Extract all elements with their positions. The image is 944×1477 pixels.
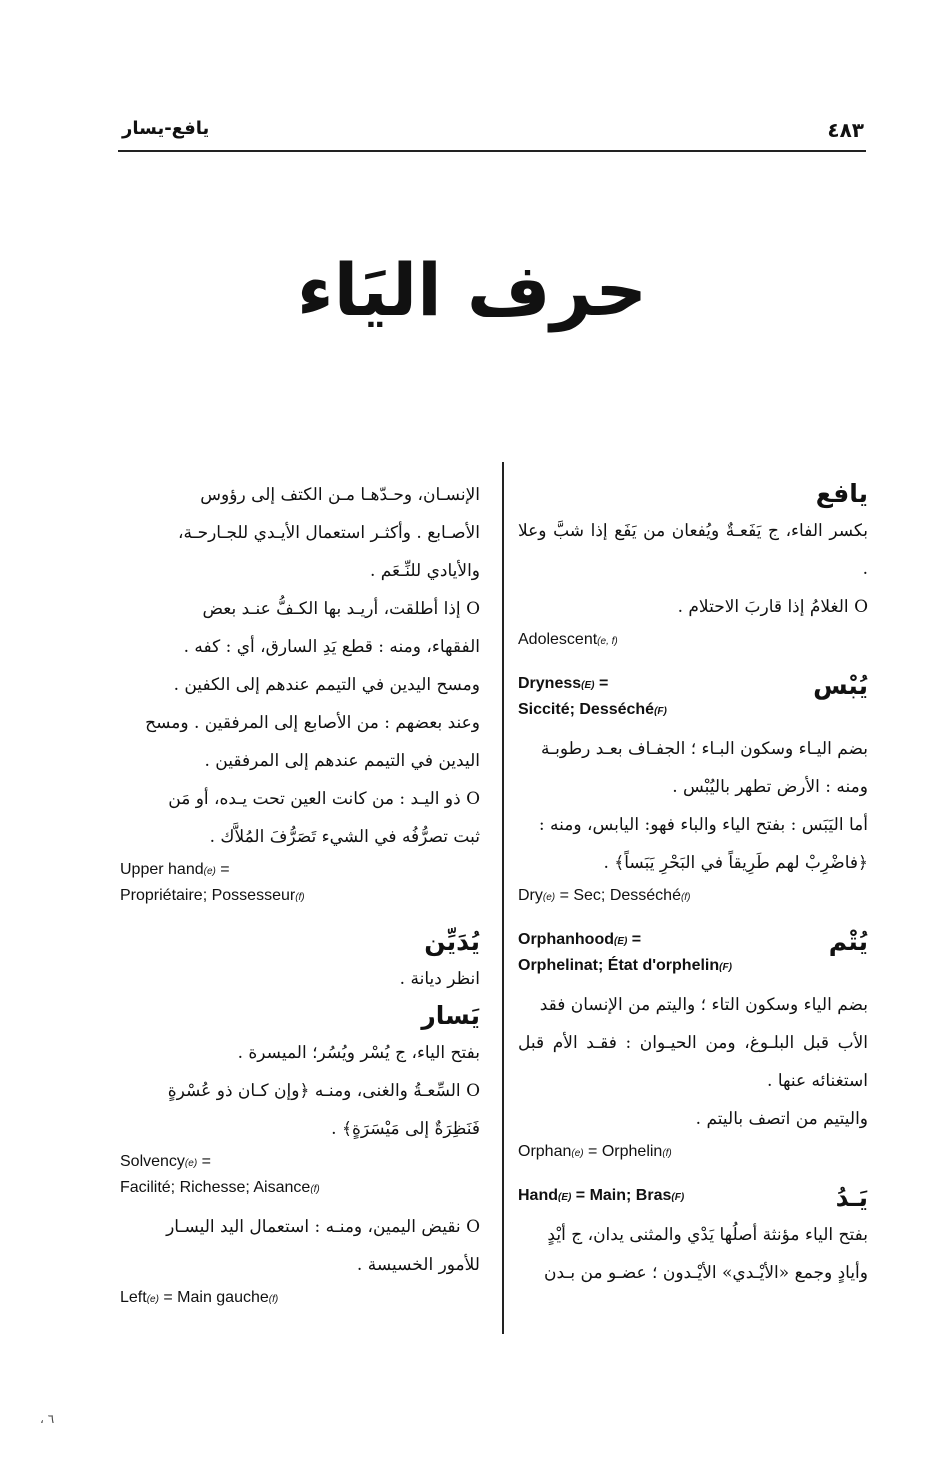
language-tag: (f) (662, 1148, 672, 1159)
definition-line: والأيادي للنِّـعَم . (369, 561, 480, 581)
translation (518, 1184, 684, 1210)
definition-line: O الغلامُ إذا قاربَ الاحتلام . (677, 597, 868, 617)
headword: يُتْم (828, 927, 868, 956)
language-tag: (e) (146, 1294, 159, 1305)
headword: يُبْس (813, 671, 868, 700)
right-column (518, 476, 868, 1292)
language-tag: (e) (571, 1148, 584, 1159)
language-tag: (f) (268, 1294, 279, 1305)
translation (518, 928, 732, 980)
french-term: Propriétaire; Possesseur (120, 887, 296, 904)
definition-line: الفقهاء، ومنه : قطع يَدِ السارق، أي : كفه . (183, 637, 480, 657)
translation-fr: = Main; Bras (571, 1187, 672, 1204)
running-header-title: يافع-يسار (122, 118, 210, 139)
headword: يَسار (421, 1001, 480, 1030)
quran-quote: فَنَظِرَةٌ إلى مَيْسَرَةٍ﴾ . (331, 1119, 480, 1139)
definition-line: بضم اليـاء وسكون البـاء ؛ الجفـاف بعـد رطوبـة (541, 739, 868, 759)
language-tag: (e) (203, 866, 216, 877)
english-term: Solvency (120, 1153, 185, 1170)
language-tag: (F) (719, 962, 732, 973)
language-tag: (E) (581, 680, 595, 691)
translation-en: Hand (518, 1187, 558, 1204)
definition-line: ومنه : الأرض تطهر باليُبْس . (672, 777, 868, 797)
translation (518, 672, 667, 724)
french-term: = Sec; Desséché (555, 887, 681, 904)
language-tag: (f) (310, 1184, 320, 1195)
translation-en: Dryness (518, 675, 582, 692)
definition-line: ومسح اليدين في التيمم عندهم إلى الكفين . (173, 675, 480, 695)
language-tag: (E) (558, 1192, 572, 1203)
entry-yad-continued (120, 476, 480, 910)
definition-line: انظر ديانة . (399, 969, 480, 989)
equals-sign: = (594, 675, 609, 692)
headword: يافع (815, 479, 868, 508)
translation-fr: Orphelinat; État d'orphelin (518, 957, 720, 974)
language-tag: (e, f) (597, 636, 618, 647)
quran-quote: ﴿فاضْرِبْ لهم طَرِيقاً في البَحْرِ يَبَساً﴾ . (603, 853, 868, 873)
definition-line: O إذا أطلقت، أريـد بها الكـفُّ عنـد بعض (202, 599, 480, 619)
definition-line: وعند بعضهم : من الأصابع إلى المرفقين . ومسح (145, 713, 480, 733)
english-equivalent (518, 1140, 868, 1166)
equals-sign: = (627, 931, 642, 948)
definition-line: أما اليَبَس : بفتح الياء والباء فهو: اليابس، ومنه : (538, 815, 868, 835)
definition-line: واليتيم من اتصف باليتم . (695, 1109, 868, 1129)
entry-yudayyin (120, 924, 480, 998)
english-equivalent (120, 1150, 480, 1202)
english-equivalent (120, 1286, 480, 1312)
language-tag: (e) (542, 892, 556, 903)
definition-line: بفتح الياء، ج يُسْر ويُسُر؛ الميسرة . (237, 1043, 480, 1063)
header-rule (118, 150, 866, 152)
french-term: = Orphelin (583, 1143, 663, 1160)
entry-yasar (120, 998, 480, 1312)
translation-fr: Siccité; Desséché (518, 701, 655, 718)
language-tag: (e) (184, 1158, 198, 1169)
definition-line: بكسر الفاء، ج يَفَعـةٌ ويُفعان من يَفَع إذا شبَّ وعلا . (518, 521, 868, 579)
english-equivalent (518, 628, 868, 654)
english-term: Upper hand (120, 861, 204, 878)
language-tag: (F) (654, 706, 667, 717)
entry-yubs (518, 668, 868, 910)
english-equivalent (518, 884, 868, 910)
entry-yafi (518, 476, 868, 654)
headword: يُدَيِّن (424, 927, 480, 956)
entry-yutm (518, 924, 868, 1166)
language-tag: (F) (671, 1192, 685, 1203)
column-divider (502, 462, 504, 1334)
english-term: Adolescent (518, 631, 598, 648)
definition-line: الأب قبل البلـوغ، ومن الحيـوان : فقـد الأم قبل استغنائه عنها . (518, 1033, 868, 1091)
left-column (120, 476, 480, 1318)
english-term: Left (120, 1289, 147, 1306)
definition-line: بضم الياء وسكون التاء ؛ واليتم من الإنسان فقد (539, 995, 868, 1015)
definition-line: بفتح الياء مؤنثة أصلُها يَدْي والمثنى يدان، ج أيْدٍ (547, 1225, 868, 1245)
definition-line: ثبت تصرُّفُه في الشيء تَصَرُّفَ المُلاَّك . (209, 827, 480, 847)
definition-line: O ذو اليـد : من كانت العين تحت يـده، أو مَن (168, 789, 480, 809)
english-term: Orphan (518, 1143, 572, 1160)
english-term: Dry (518, 887, 543, 904)
chapter-title: حرف اليَاء (296, 248, 648, 332)
translation-en: Orphanhood (518, 931, 614, 948)
equals-sign: = (197, 1153, 211, 1170)
definition-line: O نقيض اليمين، ومنـه : استعمال اليد اليسـار (166, 1217, 480, 1237)
equals-sign: = (215, 861, 230, 878)
language-tag: (f) (295, 892, 305, 903)
french-term: = Main gauche (158, 1289, 269, 1306)
english-equivalent (120, 858, 480, 910)
page-number: ٤٨٣ (827, 118, 864, 142)
definition-line: الأصـابع . وأكثـر استعمال الأيـدي للجـارحـة، (178, 523, 480, 543)
definition-line: وأيادٍ وجمع «الأيْـدي» الأيْـدون ؛ عضـو من بـدن (544, 1263, 868, 1283)
headword: يَـدُ (835, 1183, 868, 1212)
entry-yad (518, 1180, 868, 1292)
definition-line: للأمور الخسيسة . (356, 1255, 480, 1275)
definition-line: اليدين في التيمم عندهم إلى المرفقين . (204, 751, 480, 771)
footer-mark: ، ٦ (40, 1412, 55, 1426)
definition-line: O السِّعـةُ والغنى، ومنـه ﴿وإن كـان ذو عُسْرةٍ (167, 1081, 480, 1101)
language-tag: (f) (680, 892, 691, 903)
language-tag: (E) (613, 936, 628, 947)
definition-line: الإنسـان، وحـدّهـا مـن الكتف إلى رؤوس (200, 485, 480, 505)
french-term: Facilité; Richesse; Aisance (120, 1179, 311, 1196)
